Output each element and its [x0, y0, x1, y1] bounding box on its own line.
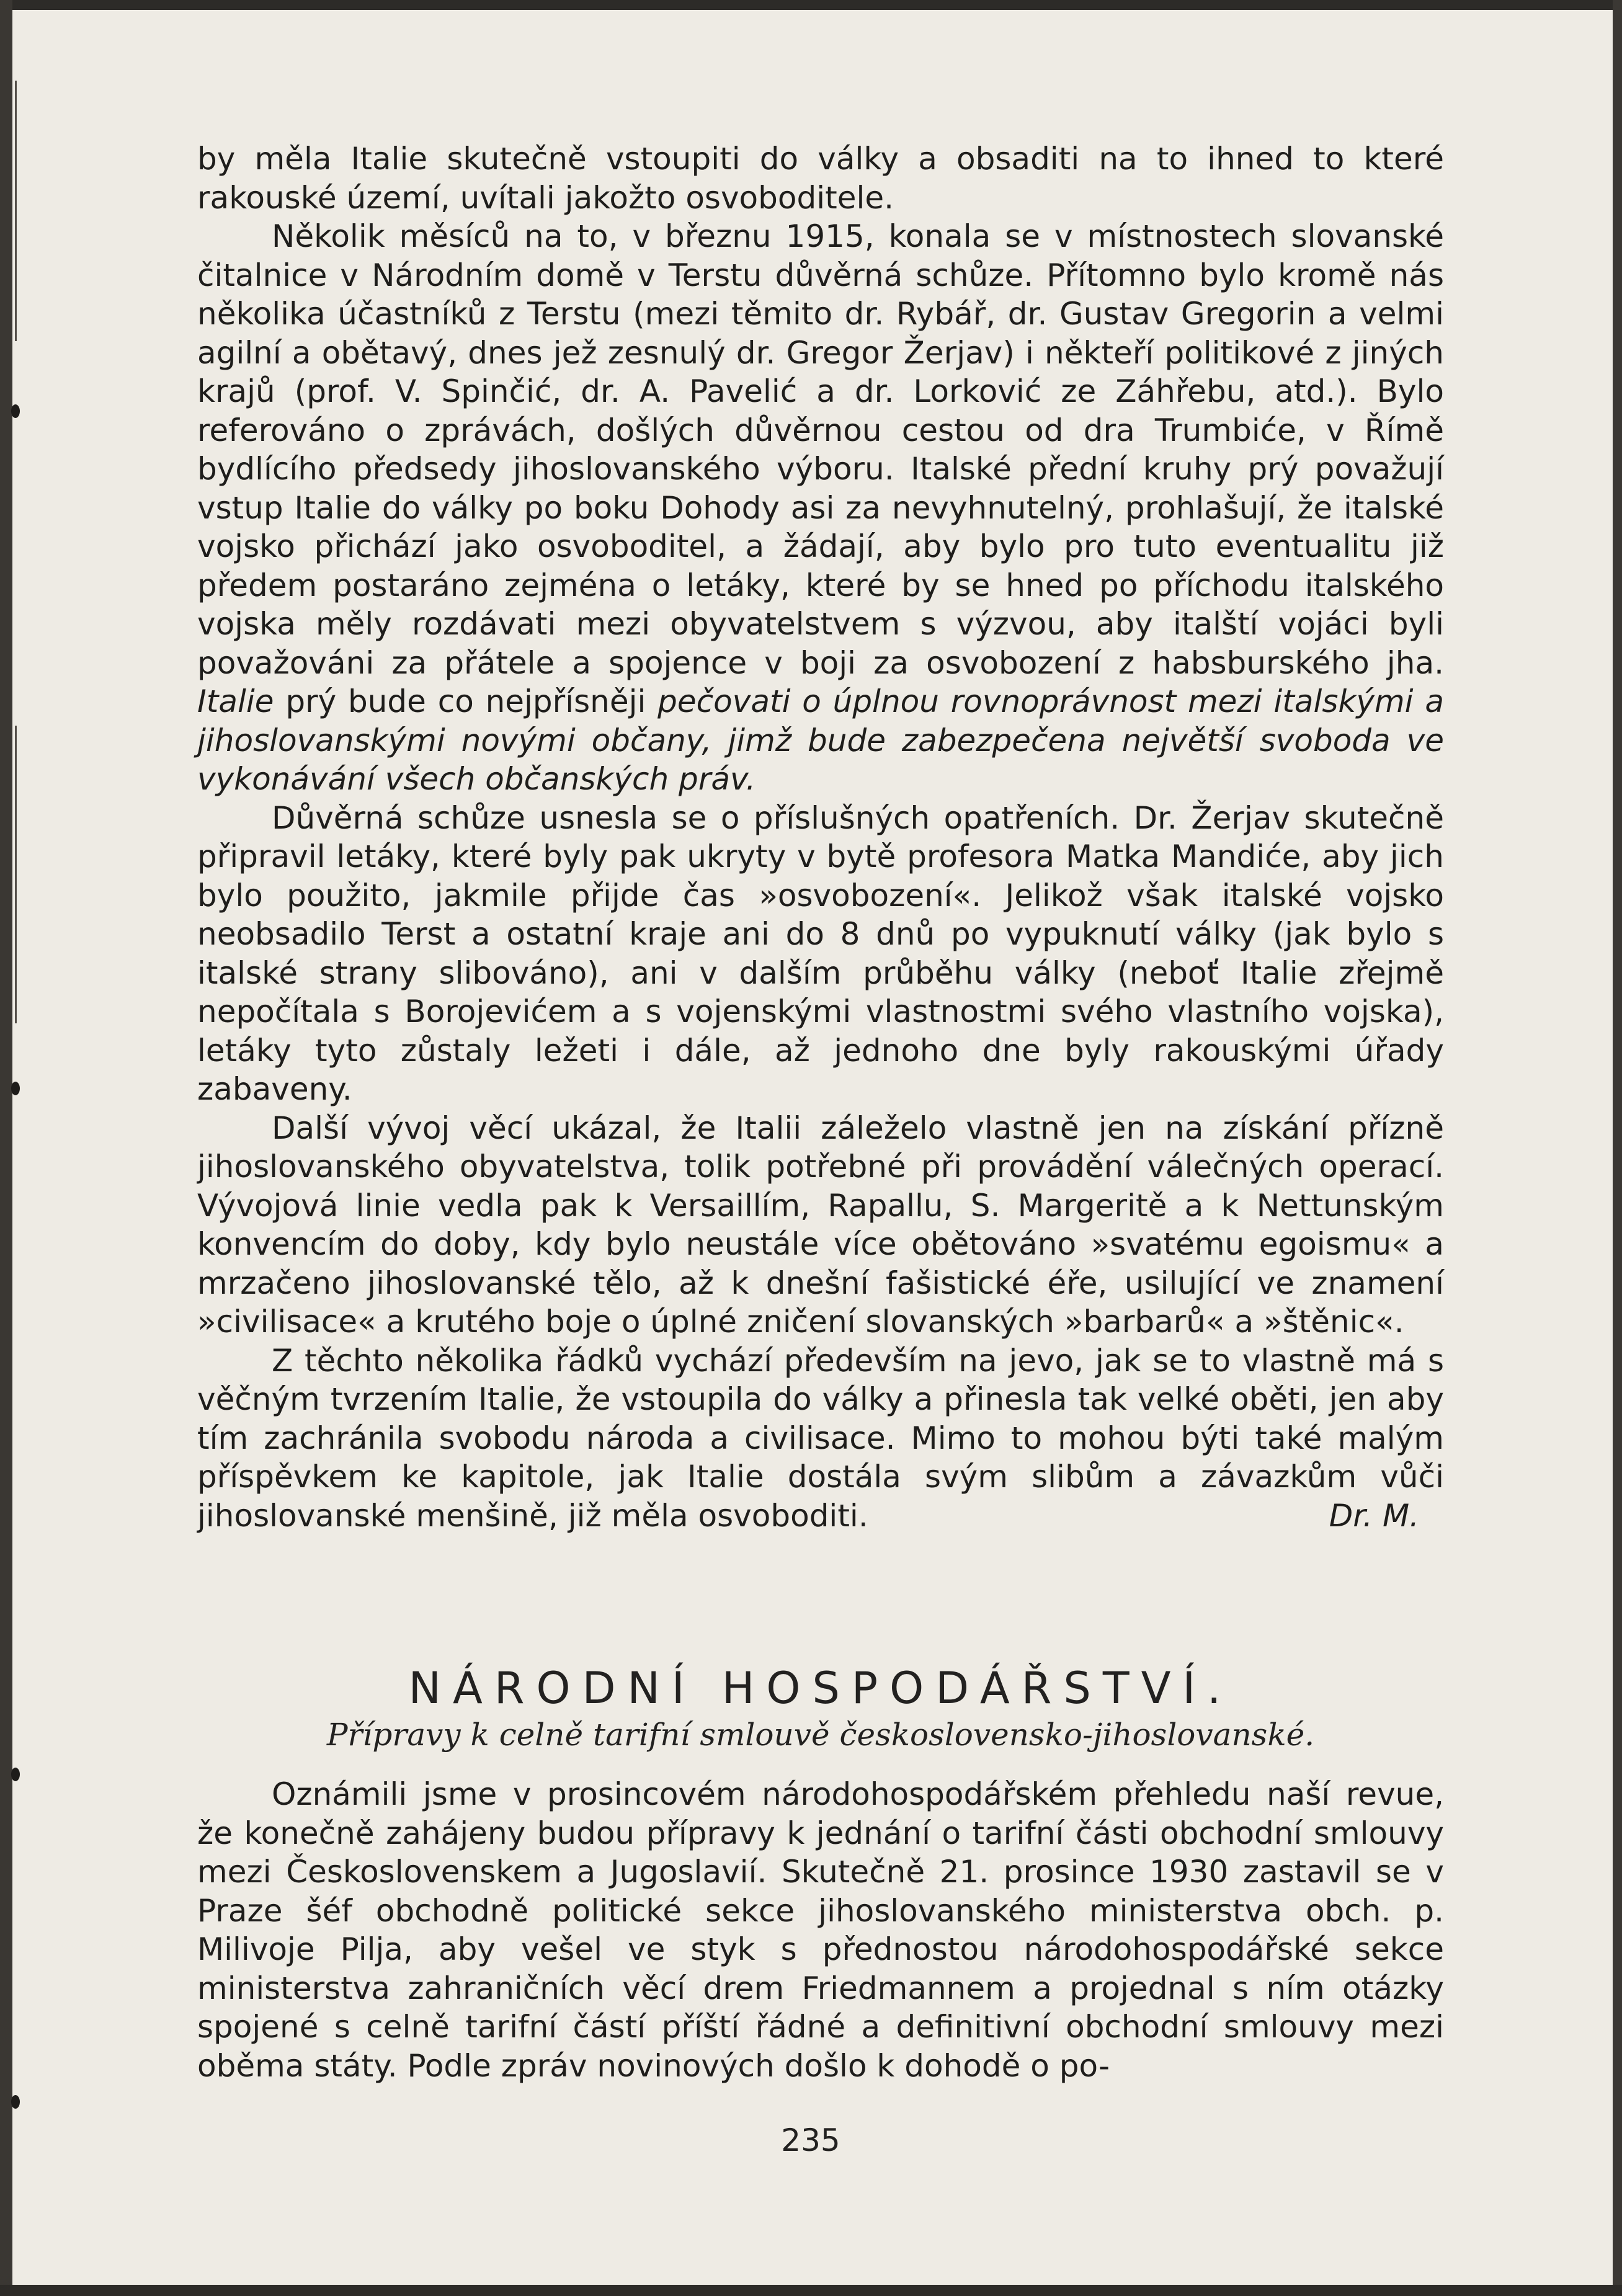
text-run: prý bude co nejpřísněji [274, 683, 658, 719]
section-heading: NÁRODNÍ HOSPODÁŘSTVÍ. [408, 1663, 1233, 1714]
binding-hole [11, 1768, 20, 1781]
page-edge-top [0, 0, 1622, 10]
author-signature: Dr. M. [1329, 1497, 1419, 1534]
binding-hole [11, 1082, 20, 1095]
paragraph [197, 140, 1444, 217]
article-title: Přípravy k celně tarifní smlouvě československo-jihoslovanské. [326, 1717, 1315, 1753]
paragraph [197, 1775, 1444, 2085]
text-run: Oznámili jsme v prosincovém národohospodářském přehledu naší revue, že konečně zahájeny budou přípravy k jednání o tarifní části obchodní smlouvy mezi Československem a Jugoslavií. Skutečně 21. prosince 1930 zastavil se v Praze šéf obchodně politické sekce jihoslovanského ministerstva obch. p. Milivoje Pilja, aby vešel ve styk s přednostou národohospodářské sekce ministerstva zahraničních věcí drem Friedmannem a projednal s ním otázky spojené s celně tarifní částí příští řádné a definitivní obchodní smlouvy mezi oběma státy. Podle zpráv novinových došlo k dohodě o po- [197, 1776, 1444, 2084]
binding-hole [11, 404, 20, 418]
italic-text: Italie [197, 683, 274, 719]
text-run: by měla Italie skutečně vstoupiti do války a obsaditi na to ihned to které rakouské území, uvítali jakožto osvoboditele. [197, 141, 1444, 216]
page-edge-bottom [0, 2285, 1622, 2296]
binding-shadow [15, 81, 17, 341]
page-number: 235 [781, 2122, 840, 2158]
text-run: Důvěrná schůze usnesla se o příslušných opatřeních. Dr. Žerjav skutečně připravil letáky, které byly pak ukryty v bytě profesora Matka Mandiće, aby jich bylo použito, jakmile přijde čas »osvobození«. Jelikož však italské vojsko neobsadilo Terst a ostatní kraje ani do 8 dnů po vypuknutí války (jak bylo s italské strany slibováno), ani v dalším průběhu války (neboť Italie zřejmě nepočítala s Borojevićem a s vojenskými vlastnostmi svého vlastního vojska), letáky tyto zůstaly ležeti i dále, až jednoho dne byly rakouskými úřady zabaveny. [197, 799, 1444, 1107]
paragraph [197, 1342, 1444, 1536]
paragraph [197, 799, 1444, 1109]
paragraph [197, 1109, 1444, 1342]
article-text [197, 1775, 1444, 2085]
text-run: Několik měsíců na to, v březnu 1915, konala se v místnostech slovanské čitalnice v Národním domě v Terstu důvěrná schůze. Přítomno bylo kromě nás několika účastníků z Terstu (mezi těmito dr. Rybář, dr. Gustav Gregorin a velmi agilní a obětavý, dnes jež zesnulý dr. Gregor Žerjav) i někteří politikové z jiných krajů (prof. V. Spinčić, dr. A. Pavelić a dr. Lorković ze Záhřebu, atd.). Bylo referováno o zprávách, došlých důvěrnou cestou od dra Trumbiće, v Římě bydlícího předsedy jihoslovanského výboru. Italské přední kruhy prý považují vstup Italie do války po boku Dohody asi za nevyhnutelný, prohlašují, že italské vojsko přichází jako osvoboditel, a žádají, aby bylo pro tuto eventualitu již předem postaráno zejména o letáky, které by se hned po příchodu italského vojska měly rozdávati mezi obyvatelstvem s výzvou, aby italští vojáci byli považováni za přátele a spojence v boji za osvobození z habsburského jha. [197, 218, 1444, 681]
page-edge-left [0, 0, 12, 2296]
binding-hole [11, 2095, 20, 2109]
binding-shadow [15, 726, 17, 1023]
italic-text: pečovati o úplnou rovnoprávnost mezi italskými a jihoslovanskými novými občany, jimž bude zabezpečena největší svoboda ve vykonávání všech občanských práv. [197, 683, 1444, 797]
body-text [197, 140, 1444, 1535]
text-run: Další vývoj věcí ukázal, že Italii záleželo vlastně jen na získání přízně jihoslovanského obyvatelstva, tolik potřebné při provádění válečných operací. Vývojová linie vedla pak k Versaillím, Rapallu, S. Margeritě a k Nettunským konvencím do doby, kdy bylo neustále více obětováno »svatému egoismu« a mrzačeno jihoslovanské tělo, až k dnešní fašistické éře, usilující ve znamení »civilisace« a krutého boje o úplné zničení slovanských »barbarů« a »štěnic«. [197, 1110, 1444, 1340]
page-edge-right [1613, 0, 1622, 2296]
text-run: Z těchto několika řádků vychází především na jevo, jak se to vlastně má s věčným tvrzením Italie, že vstoupila do války a přinesla tak velké oběti, jen aby tím zachránila svobodu národa a civilisace. Mimo to mohou býti také malým příspěvkem ke kapitole, jak Italie dostála svým slibům a závazkům vůči jihoslovanské menšině, již měla osvoboditi. [197, 1342, 1444, 1534]
paragraph [197, 217, 1444, 799]
